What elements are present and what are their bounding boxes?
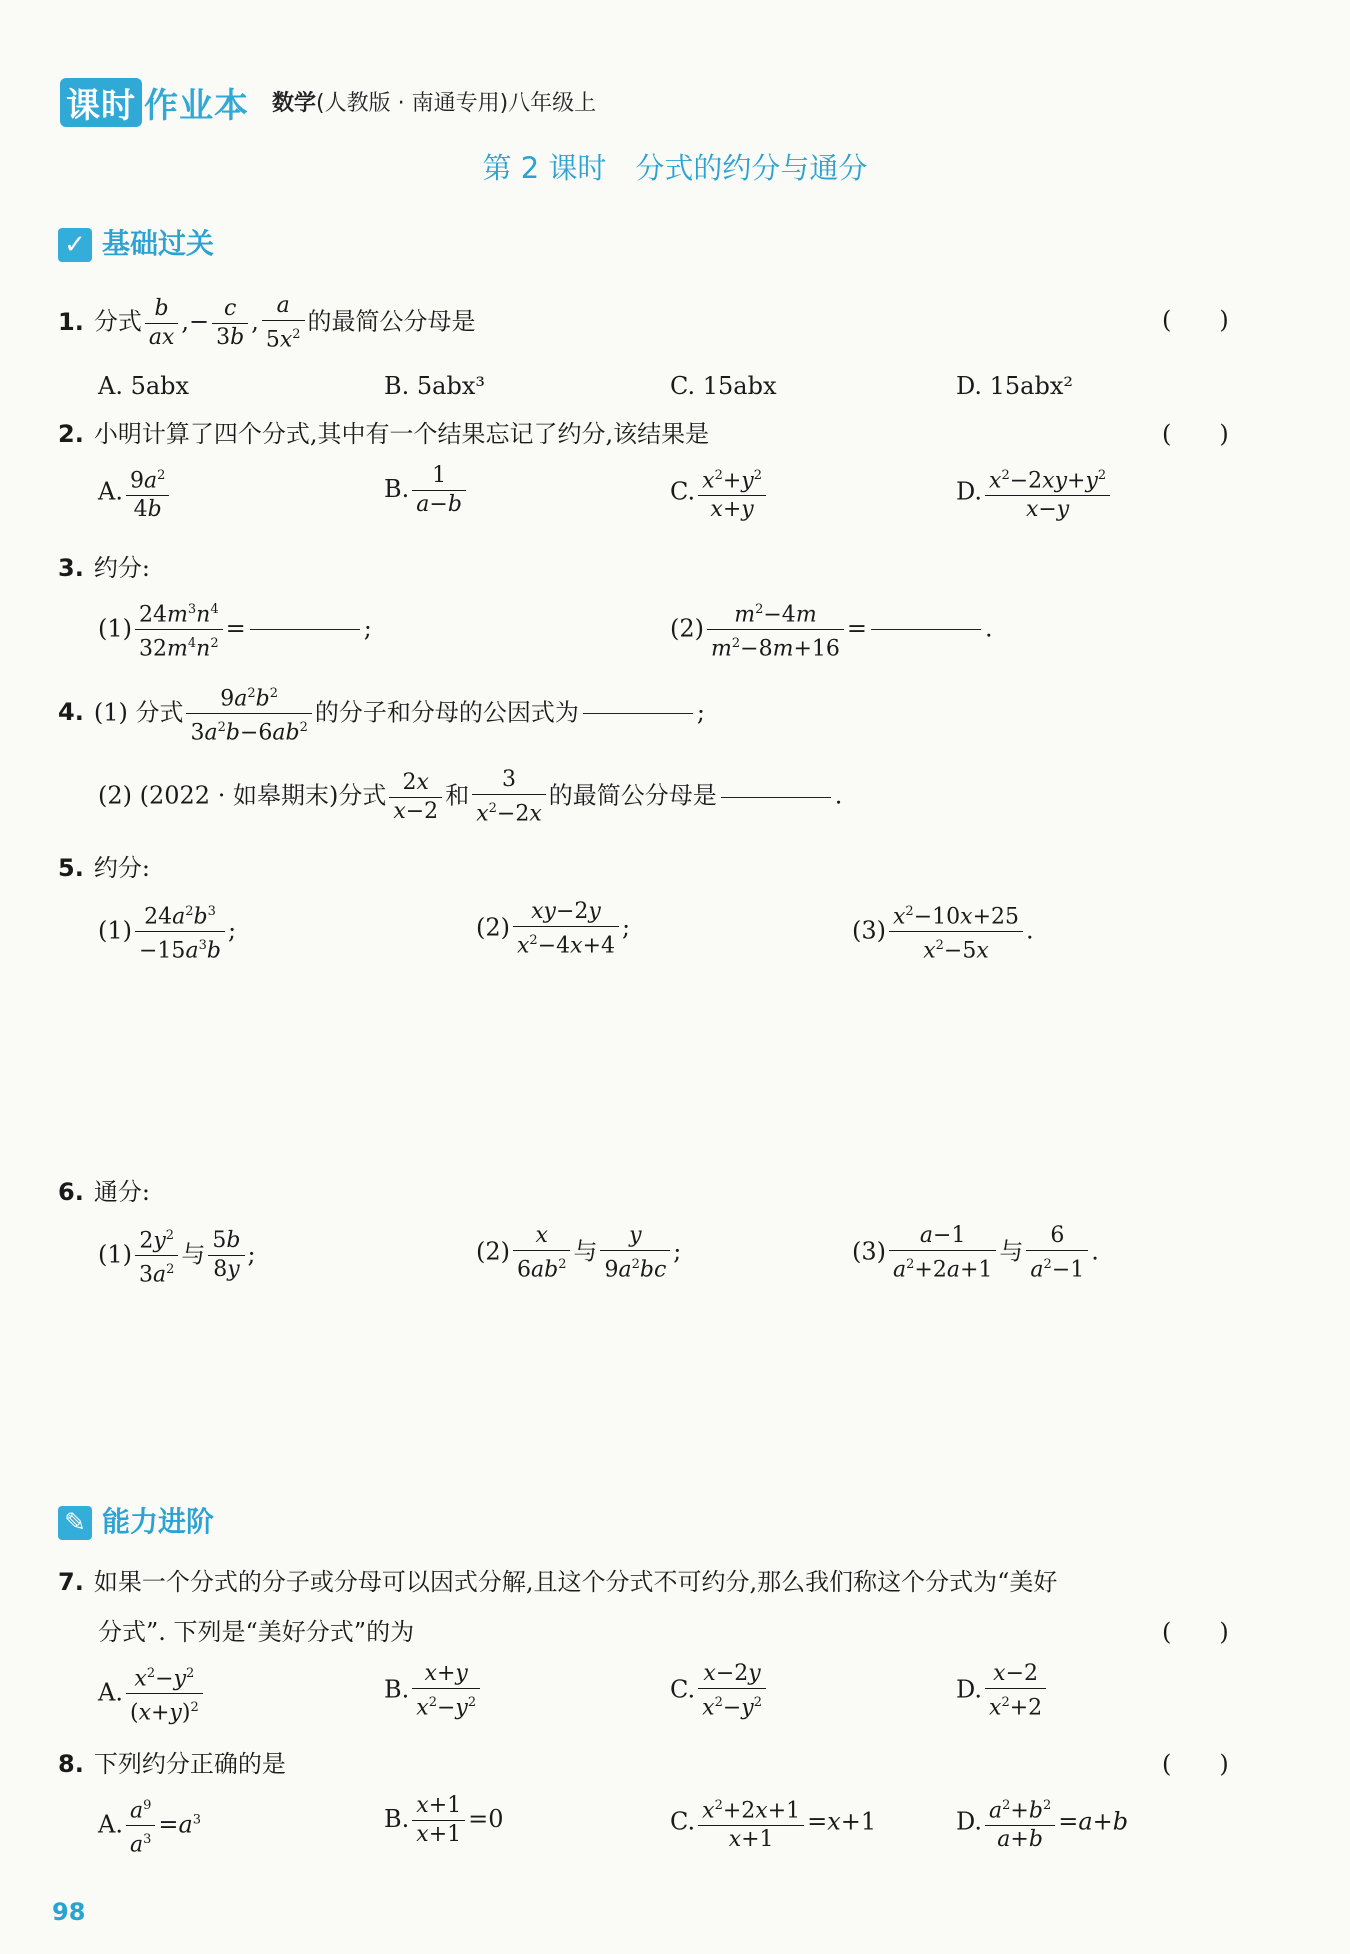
option-d: D. $\frac{x-2}{x^2+2}$ <box>956 1660 1049 1722</box>
question-5-part-2: (2) $\frac{xy-2y}{x^2-4x+4}$ ; <box>476 899 631 959</box>
question-1: 1. 分式 $\frac{b}{ax}$ ,− $\frac{c}{3b}$ , $\frac{a}{5x^2}$ 的最简公分母是 <box>58 293 476 353</box>
option-d: D. $\frac{a^2+b^2}{a+b}$ =a+b <box>956 1792 1128 1854</box>
option-d: D. 15abx² <box>956 372 1074 400</box>
question-3-part-1: (1) $\frac{24m^3n^4}{32m^4n^2}$ = ; <box>98 596 372 664</box>
option-b: B. $\frac{1}{a-b}$ <box>384 462 469 519</box>
question-3-part-2: (2) $\frac{m^2-4m}{m^2-8m+16}$ = . <box>670 596 993 664</box>
section-basic: ✓ 基础过关 <box>58 222 214 262</box>
option-c: C. $\frac{x-2y}{x^2-y^2}$ <box>670 1660 769 1722</box>
option-d: D. $\frac{x^2-2xy+y^2}{x-y}$ <box>956 462 1113 524</box>
option-c: C. 15abx <box>670 372 777 400</box>
option-c: C. $\frac{x^2+2x+1}{x+1}$ =x+1 <box>670 1792 876 1854</box>
option-a: A. $\frac{9a^2}{4b}$ <box>98 462 172 524</box>
option-a: A. $\frac{x^2-y^2}{(x+y)^2}$ <box>98 1660 206 1728</box>
brand-logo: 课时 作业本 <box>60 78 249 127</box>
subject-line: 数学(人教版 · 南通专用)八年级上 <box>272 91 597 116</box>
question-5: 5. 约分: <box>58 854 150 882</box>
answer-paren: ( ) <box>1162 420 1229 448</box>
option-b: B. $\frac{x+y}{x^2-y^2}$ <box>384 1660 483 1722</box>
question-6-part-2: (2) $\frac{x}{6ab^2}$ 与 $\frac{y}{9a^2bc}$ ; <box>476 1223 682 1283</box>
question-7-line-2: 分式”. 下列是“美好分式”的为 <box>98 1618 415 1646</box>
page-number: 98 <box>52 1898 86 1926</box>
answer-paren: ( ) <box>1162 1750 1229 1778</box>
option-a: A. 5abx <box>98 372 190 400</box>
option-a: A. $\frac{a^9}{a^3}$ $=a^3$ <box>98 1792 201 1860</box>
question-7-line-1: 7. 如果一个分式的分子或分母可以因式分解,且这个分式不可约分,那么我们称这个分式为“美好 <box>58 1568 1058 1596</box>
lesson-title: 第 2 课时 分式的约分与通分 <box>482 151 868 185</box>
answer-paren: ( ) <box>1162 1618 1229 1646</box>
option-b: B. $\frac{x+1}{x+1}$ =0 <box>384 1793 504 1847</box>
answer-paren: ( ) <box>1162 306 1229 334</box>
option-b: B. 5abx³ <box>384 372 485 400</box>
pencil-icon: ✎ <box>58 1506 92 1540</box>
question-2: 2. 小明计算了四个分式,其中有一个结果忘记了约分,该结果是 <box>58 420 710 448</box>
option-c: C. $\frac{x^2+y^2}{x+y}$ <box>670 462 769 524</box>
check-icon: ✓ <box>58 228 92 262</box>
section-advanced: ✎ 能力进阶 <box>58 1500 214 1540</box>
question-8: 8. 下列约分正确的是 <box>58 1750 286 1778</box>
question-5-part-3: (3) $\frac{x^2-10x+25}{x^2-5x}$ . <box>852 898 1034 966</box>
question-6-part-1: (1) $\frac{2y^2}{3a^2}$ 与 $\frac{5b}{8y}$ ; <box>98 1222 256 1290</box>
question-6-part-3: (3) $\frac{a-1}{a^2+2a+1}$ 与 $\frac{6}{a^2-1}$ . <box>852 1223 1099 1283</box>
question-3: 3. 约分: <box>58 554 150 582</box>
question-5-part-1: (1) $\frac{24a^2b^3}{-15a^3b}$ ; <box>98 898 236 966</box>
question-6: 6. 通分: <box>58 1178 150 1206</box>
question-4-part-1: 4. (1) 分式 $\frac{9a^2b^2}{3a^2b-6ab^2}$ 的分子和分母的公因式为 ; <box>58 680 705 748</box>
question-4-part-2: (2) (2022 · 如皋期末)分式 $\frac{2x}{x-2}$ 和 $\frac{3}{x^2-2x}$ 的最简公分母是 . <box>98 767 843 827</box>
